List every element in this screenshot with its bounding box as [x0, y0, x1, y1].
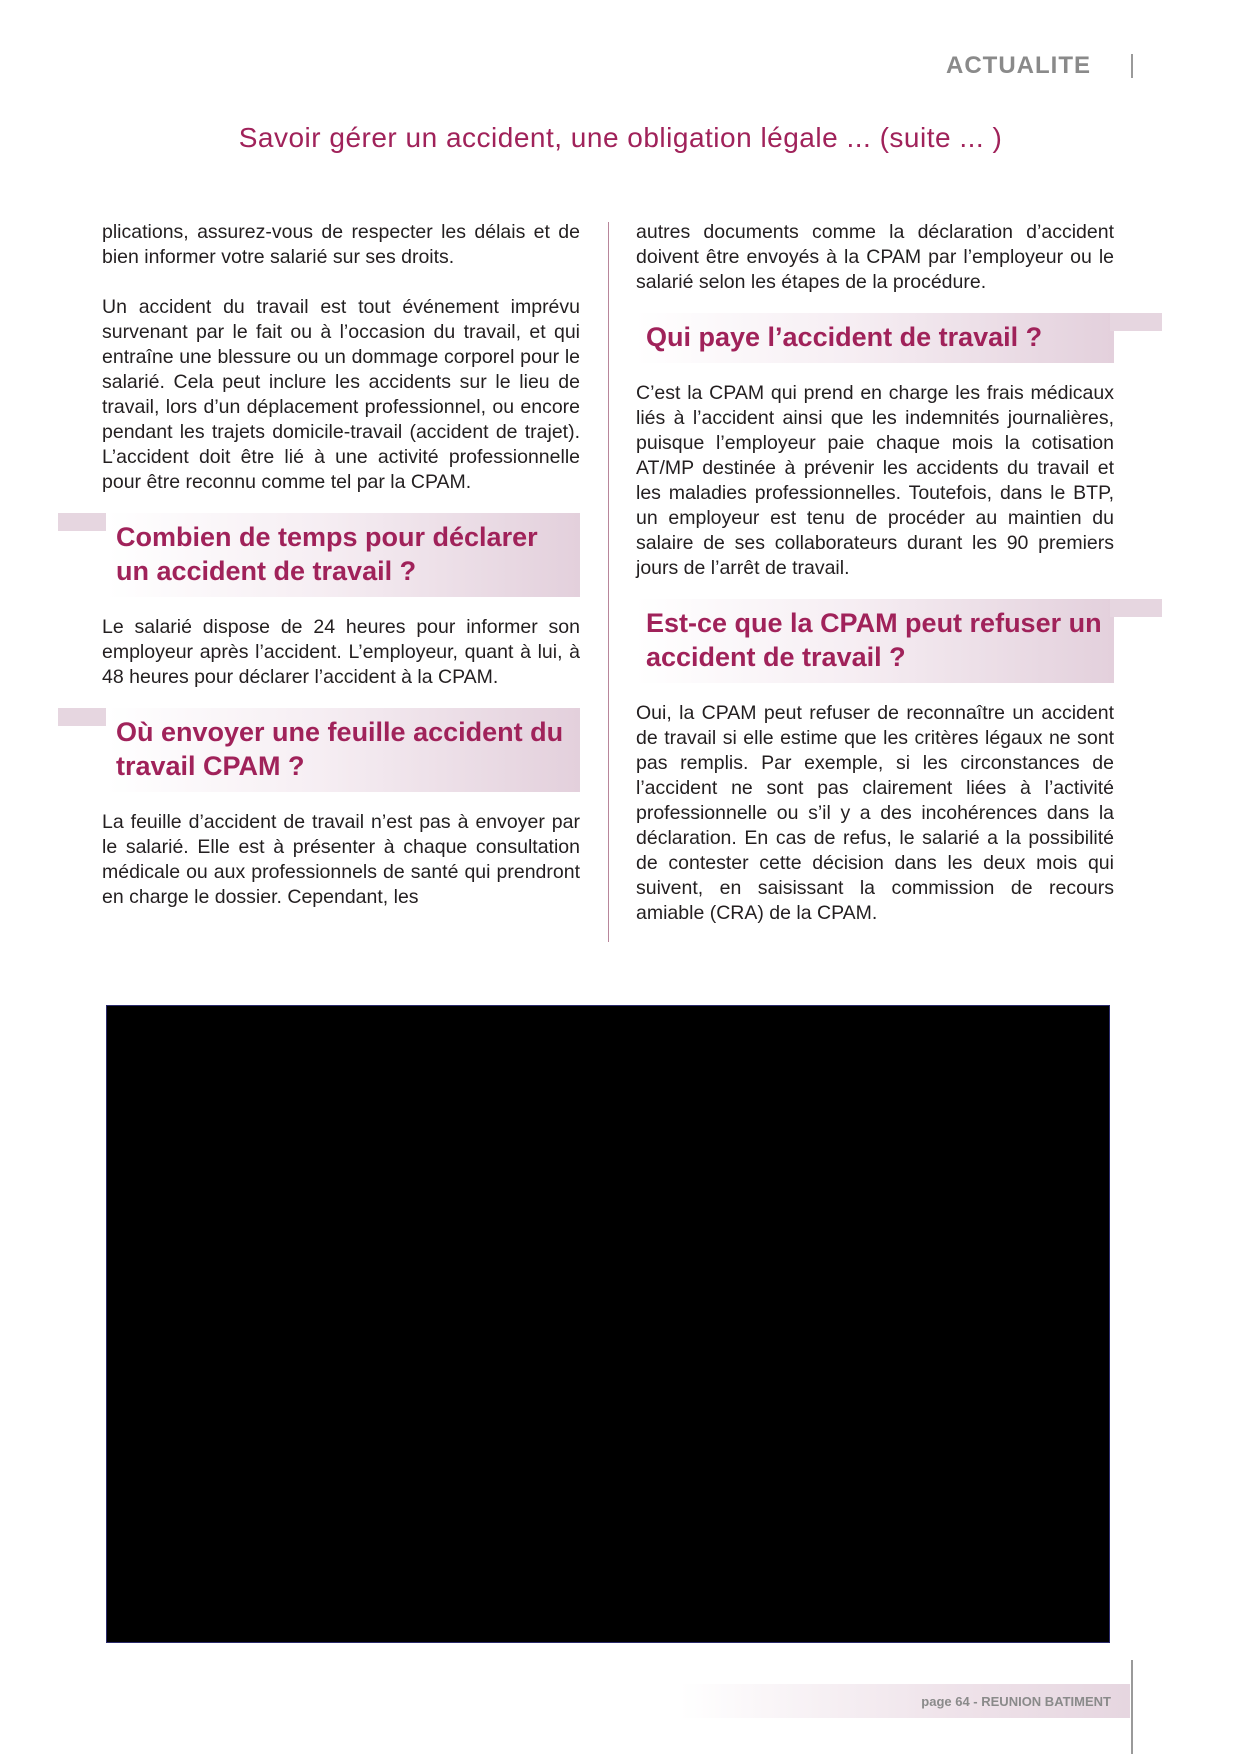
- heading-block-where-to-send: [102, 708, 580, 792]
- right-paragraph-1: autres documents comme la déclaration d’accident doivent être envoyés à la CPAM par l’employeur ou le salarié selon les étapes de la procédure.: [636, 221, 1114, 293]
- left-paragraph-4: La feuille d’accident de travail n’est pas à envoyer par le salarié. Elle est à présenter à chaque consultation médicale ou aux professionnels de santé qui prendront en charge le dossier. Cependant, les: [102, 811, 580, 908]
- heading-accent-strip: [1110, 599, 1162, 617]
- heading-block-cpam-refuse: [636, 599, 1114, 683]
- heading-declaration-delay: Combien de temps pour déclarer un accident de travail ?: [116, 522, 538, 586]
- left-paragraph-3: Le salarié dispose de 24 heures pour informer son employeur après l’accident. L’employeur, quant à lui, à 48 heures pour déclarer l’accident à la CPAM.: [102, 616, 580, 688]
- section-label: ACTUALITE: [946, 52, 1091, 79]
- column-divider: [608, 222, 609, 942]
- left-paragraph-2: Un accident du travail est tout événement imprévu survenant par le fait ou à l’occasion du travail, et qui entraîne une blessure ou un dommage corporel pour le salarié. Cela peut inclure les accidents sur le lieu de travail, lors d’un déplacement professionnel, ou encore pendant les trajets domicile-travail (accident de trajet). L’accident doit être lié à une activité professionnelle pour être reconnu comme tel par la CPAM.: [102, 296, 580, 493]
- heading-who-pays: Qui paye l’accident de travail ?: [646, 322, 1043, 352]
- right-paragraph-3: Oui, la CPAM peut refuser de reconnaître un accident de travail si elle estime que les critères légaux ne sont pas remplis. Par exemple, si les circonstances de l’accident ne sont pas clairement liées à l’activité professionnelle ou s’il y a des incohérences dans la déclaration. En cas de refus, le salarié a la possibilité de contester cette décision dans les deux mois qui suivent, en saisissant la commission de recours amiable (CRA) de la CPAM.: [636, 702, 1114, 924]
- left-paragraph-1: plications, assurez-vous de respecter les délais et de bien informer votre salarié sur ses droits.: [102, 221, 580, 268]
- article-image: [106, 1005, 1110, 1643]
- page-footer: page 64 - REUNION BATIMENT: [921, 1694, 1111, 1709]
- heading-block-who-pays: [636, 313, 1114, 363]
- heading-where-to-send: Où envoyer une feuille accident du travail CPAM ?: [116, 717, 564, 781]
- heading-block-declaration-delay: [102, 513, 580, 597]
- page-title: Savoir gérer un accident, une obligation légale ... (suite ... ): [238, 122, 1003, 153]
- heading-accent-strip: [58, 708, 106, 726]
- footer-divider: [1131, 1660, 1133, 1754]
- left-column: [102, 220, 580, 910]
- right-paragraph-2: C’est la CPAM qui prend en charge les frais médicaux liés à l’accident ainsi que les indemnités journalières, puisque l’employeur paie chaque mois la cotisation AT/MP destinée à prévenir les accidents du travail et les maladies professionnelles. Toutefois, dans le BTP, un employeur est tenu de procéder au maintien du salaire de ses collaborateurs durant les 90 premiers jours de l’arrêt de travail.: [636, 382, 1114, 579]
- right-column: [636, 220, 1114, 926]
- heading-accent-strip: [58, 513, 106, 531]
- heading-accent-strip: [1110, 313, 1162, 331]
- heading-cpam-refuse: Est-ce que la CPAM peut refuser un accident de travail ?: [646, 608, 1102, 672]
- section-divider: [1131, 54, 1133, 78]
